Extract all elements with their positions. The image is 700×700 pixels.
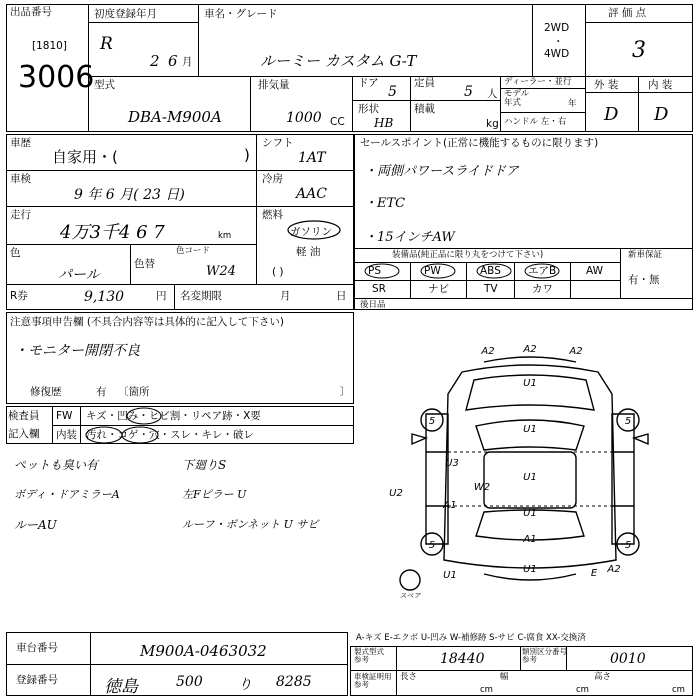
cert-label: 車検証明用 参考 xyxy=(354,672,392,690)
damage-mark: U2 xyxy=(389,488,403,499)
usage-label: 車歴 xyxy=(10,137,31,149)
damage-mark: 5 xyxy=(428,540,436,551)
fuel-gasoline-circle xyxy=(286,219,342,241)
equipment-item: PW xyxy=(424,265,441,277)
chassis-value: M900A-0463032 xyxy=(140,642,267,660)
len-label: 長さ xyxy=(400,672,418,682)
damage-mark: A2 xyxy=(523,344,537,355)
grade-label: 評 価 点 xyxy=(608,7,647,19)
fw-text: キズ・凹み・ヒビ割・リペア跡・X要 xyxy=(86,410,261,422)
interior-circle xyxy=(84,425,164,445)
shape-label: 形状 xyxy=(358,103,379,115)
fuel-gasoline: ガソリン xyxy=(290,226,332,238)
first-reg-era: R xyxy=(100,34,113,54)
drive-4wd: 4WD xyxy=(544,48,570,60)
left-note-1: ペットも臭い有 xyxy=(14,458,99,472)
equipment-item: カワ xyxy=(532,283,553,295)
repair-value: 有 xyxy=(96,386,107,398)
damage-mark: 5 xyxy=(428,416,436,427)
damage-mark: 5 xyxy=(624,540,632,551)
repair-close: 〕 xyxy=(340,386,351,398)
doors-label: ドア xyxy=(358,77,379,89)
sales-point-3: ・15インチAW xyxy=(364,230,455,245)
damage-mark: U1 xyxy=(523,472,537,483)
ac-value: AAC xyxy=(296,186,327,202)
equipment-item: SR xyxy=(372,283,386,295)
exterior-label: 外 装 xyxy=(594,79,619,91)
wid-label: 幅 xyxy=(500,672,509,682)
damage-mark: 5 xyxy=(624,416,632,427)
exterior-grade: D xyxy=(604,104,619,125)
class-value: 0010 xyxy=(610,651,646,667)
doors-value: 5 xyxy=(388,84,397,100)
color-code-value: W24 xyxy=(206,264,236,279)
model-value: DBA-M900A xyxy=(128,108,222,126)
equipment-circle xyxy=(362,263,402,279)
usage-value: 自家用・( xyxy=(52,148,118,166)
reg-label: 登録番号 xyxy=(16,674,58,686)
notes-label: 注意事項申告欄 (不具合内容等は具体的に記入して下さい) xyxy=(10,316,285,328)
damage-mark: A1 xyxy=(523,534,537,545)
equipment-circle xyxy=(474,263,514,279)
legend-text: A-キズ E-エクボ U-凹み W-補修跡 S-サビ C-腐食 XX-交換済 xyxy=(356,633,586,643)
new-warranty-value: 有・無 xyxy=(628,274,660,286)
listing-no-label: 出品番号 xyxy=(10,6,52,18)
interior-cond-text: 汚れ・コゲ・穴・スレ・キレ・破レ xyxy=(86,429,254,441)
reg-kana: り xyxy=(238,677,252,693)
color-label: 色 xyxy=(10,247,21,259)
equipment-item: PS xyxy=(368,265,381,277)
right-note-3: ルーフ・ボンネット U サビ xyxy=(182,518,319,531)
spare-label: スペア xyxy=(399,592,421,600)
equipment-item: ABS xyxy=(480,265,501,277)
year-unit: 年 xyxy=(568,99,577,109)
name-change-day: 日 xyxy=(336,290,347,302)
fw-circle xyxy=(124,406,164,426)
repair-label: 修復歴 xyxy=(30,386,62,398)
equipment-label: 装備品(純正品に限り丸をつけて下さい) xyxy=(392,250,544,260)
damage-mark: U1 xyxy=(443,570,457,581)
damage-mark: U1 xyxy=(523,564,537,575)
fuel-other: ( ) xyxy=(272,266,284,278)
recycle-label: R券 xyxy=(10,290,28,302)
first-reg-label: 初度登録年月 xyxy=(94,8,157,20)
color-value: パール xyxy=(58,267,100,283)
fw-label: FW xyxy=(56,410,73,422)
equipment-item: AW xyxy=(586,265,603,277)
lot-code: [1810] xyxy=(32,40,67,52)
interior-label: 内 装 xyxy=(648,79,673,91)
inspector-label-2: 記入欄 xyxy=(8,428,40,440)
shift-value: 1AT xyxy=(298,150,326,166)
rec-price-value: 18440 xyxy=(440,651,485,667)
capacity-label: 定員 xyxy=(414,77,435,89)
drive-dot: ・ xyxy=(553,36,564,48)
damage-mark: U3 xyxy=(445,458,459,469)
damage-mark: W2 xyxy=(473,482,491,493)
left-note-3: ルーAU xyxy=(14,518,57,532)
equipment-item: ナビ xyxy=(428,283,449,295)
right-note-1: 下廻りS xyxy=(182,458,227,472)
ac-label: 冷房 xyxy=(262,173,283,185)
shift-label: シフト xyxy=(262,137,294,149)
dealer-label: ディーラー・並行 xyxy=(504,77,572,87)
mileage-label: 走行 xyxy=(10,209,31,221)
hgt-label: 高さ xyxy=(594,672,612,682)
equipment-circle xyxy=(418,263,458,279)
name-change-label: 名変期限 xyxy=(180,290,222,302)
lot-number: 3006 xyxy=(18,60,95,95)
grade-value: 3 xyxy=(632,38,646,63)
equipment-circle xyxy=(522,263,562,279)
equipment-item: TV xyxy=(484,283,498,295)
len-unit: cm xyxy=(480,685,493,695)
reg-class: 500 xyxy=(176,674,203,690)
equipment-item: エアB xyxy=(528,265,557,277)
inspection-value: 9 年 6 月( 23 日) xyxy=(74,187,185,203)
displacement-label: 排気量 xyxy=(258,79,290,91)
fuel-diesel: 軽 油 xyxy=(296,246,321,258)
sales-point-2: ・ETC xyxy=(364,196,406,211)
wid-unit: cm xyxy=(576,685,589,695)
car-name: ルーミー カスタム G-T xyxy=(260,52,417,70)
hgt-unit: cm xyxy=(672,685,685,695)
person-unit: 人 xyxy=(487,88,498,100)
color-code-label: 色コード xyxy=(176,246,211,256)
new-warranty-label: 新車保証 xyxy=(628,250,663,260)
displacement-value: 1000 xyxy=(286,110,322,126)
sales-points-label: セールスポイント(正常に機能するものに限ります) xyxy=(360,137,599,149)
damage-mark: E xyxy=(590,568,598,579)
damage-mark: U1 xyxy=(523,424,537,435)
yen-unit: 円 xyxy=(156,290,167,302)
capacity-value: 5 xyxy=(464,84,473,100)
first-reg-year: 2 xyxy=(150,52,160,70)
class-label: 類別区分番号 参考 xyxy=(522,647,567,665)
damage-mark: U1 xyxy=(523,378,537,389)
car-name-label: 車名・グレード xyxy=(204,8,278,20)
reg-region: 徳島 xyxy=(104,677,138,697)
inspector-label-1: 検査員 xyxy=(8,410,40,422)
drive-2wd: 2WD xyxy=(544,22,570,34)
km-unit: km xyxy=(218,231,232,241)
left-note-2: ボディ・ドアミラーA xyxy=(14,488,120,501)
model-label: 型式 xyxy=(94,79,115,91)
damage-mark: U1 xyxy=(523,508,537,519)
notes-text: ・モニター開閉不良 xyxy=(14,343,140,359)
handle-label: ハンドル 左・右 xyxy=(504,117,567,127)
name-change-month: 月 xyxy=(280,290,291,302)
interior-grade: D xyxy=(654,104,669,125)
shape-value: HB xyxy=(374,116,394,130)
rec-price-label: 製式型式 参考 xyxy=(354,647,384,665)
kg-unit: kg xyxy=(486,118,499,130)
damage-mark: A2 xyxy=(607,564,621,575)
model-year-label: モデル 年式 xyxy=(504,89,530,109)
cc-unit: CC xyxy=(330,116,345,128)
fuel-label: 燃料 xyxy=(262,209,283,221)
repair-spot: 〔箇所 xyxy=(118,386,150,398)
damage-mark: A2 xyxy=(481,346,495,357)
mileage-value: 4万3千4 6 7 xyxy=(60,222,165,243)
sales-point-1: ・両側パワースライドドア xyxy=(364,164,519,179)
recycle-amount: 9,130 xyxy=(84,289,125,305)
car-diagram xyxy=(380,340,680,600)
month-unit: 月 xyxy=(182,56,193,68)
chassis-label: 車台番号 xyxy=(16,642,58,654)
repaint-label: 色替 xyxy=(134,258,155,270)
damage-mark: A1 xyxy=(443,500,457,511)
reg-number: 8285 xyxy=(276,674,312,690)
load-label: 積載 xyxy=(414,103,435,115)
interior-cond-label: 内装 xyxy=(56,429,77,441)
right-note-2: 左Fピラー U xyxy=(182,488,247,501)
inspection-label: 車検 xyxy=(10,173,31,185)
post-fit-label: 後日品 xyxy=(360,300,386,310)
damage-mark: A2 xyxy=(569,346,583,357)
usage-close: ) xyxy=(244,146,250,164)
first-reg-month: 6 xyxy=(168,52,178,70)
